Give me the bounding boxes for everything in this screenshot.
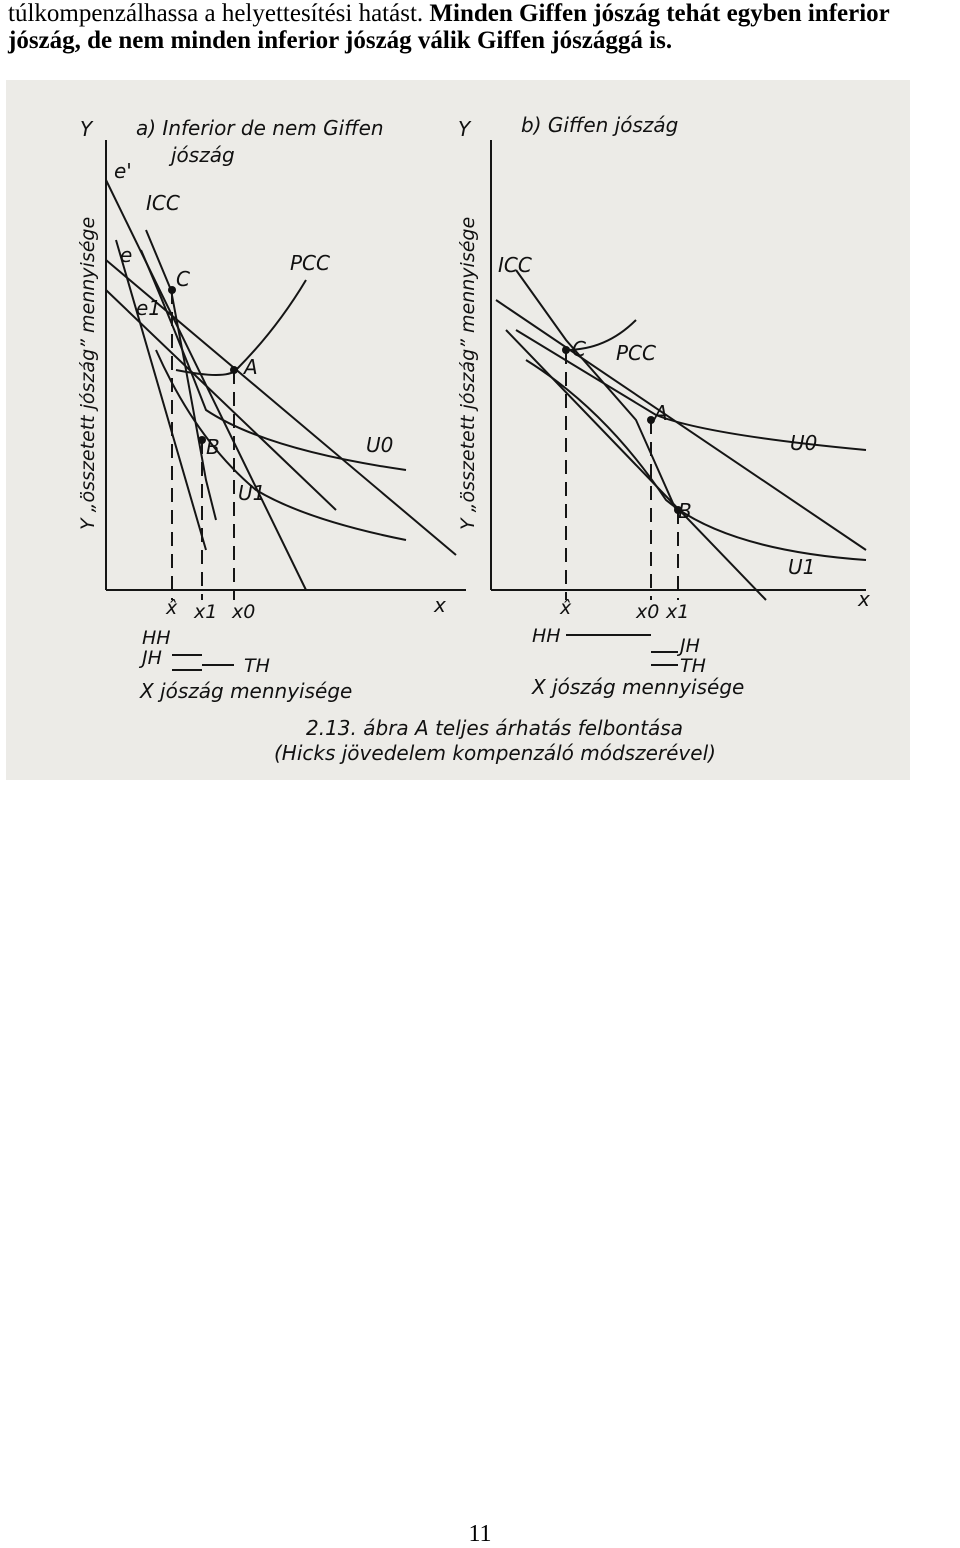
right-label-u1: U1 — [788, 555, 816, 579]
left-tick-x0: x0 — [232, 601, 256, 623]
left-effect-th: TH — [244, 655, 270, 677]
paragraph-line-1 — [8, 0, 952, 27]
right-label-pcc: PCC — [616, 341, 656, 365]
left-label-a: A — [244, 355, 258, 379]
left-y-axis-title: Y „összetett jószág” mennyisége — [77, 216, 99, 530]
right-label-u0: U0 — [790, 431, 818, 455]
figure-caption-line-2: (Hicks jövedelem kompenzáló módszerével) — [274, 741, 716, 765]
right-tick-xhat: x̂ — [560, 597, 572, 619]
left-panel-title: a) Inferior de nem Giffen — [136, 116, 384, 140]
figure-caption-line-1: 2.13. ábra A teljes árhatás felbontása — [306, 716, 683, 740]
left-effect-jh: JH — [142, 647, 162, 669]
left-effect-hh: HH — [142, 627, 171, 649]
left-label-e-prime: e' — [114, 159, 132, 183]
left-label-e1: e1 — [136, 296, 162, 320]
right-x-label: x — [858, 587, 870, 611]
paragraph-text-normal: túlkompenzálhassa a helyettesítési hatást. — [8, 0, 430, 27]
right-effect-jh: JH — [680, 635, 700, 657]
right-label-a: A — [654, 401, 668, 425]
right-effect-hh: HH — [532, 625, 561, 647]
right-label-b: B — [678, 499, 692, 523]
paragraph-text-bold: Minden Giffen jószág tehát egyben inferior — [429, 0, 890, 27]
left-label-u1: U1 — [238, 481, 266, 505]
left-label-e: e — [120, 243, 133, 267]
figure-drawing — [6, 80, 910, 780]
scanned-figure — [6, 80, 910, 780]
left-label-u0: U0 — [366, 433, 394, 457]
left-label-pcc: PCC — [290, 251, 330, 275]
left-x-label: x — [434, 593, 446, 617]
left-label-icc: ICC — [146, 191, 180, 215]
left-label-c: C — [176, 267, 190, 291]
left-tick-xhat: x̂ — [166, 597, 178, 619]
left-tick-x1: x1 — [194, 601, 218, 623]
paragraph-line-2: jószág, de nem minden inferior jószág válik Giffen jószággá is. — [8, 27, 673, 54]
right-y-axis-title: Y „összetett jószág” mennyisége — [457, 216, 479, 530]
page-number: 11 — [468, 1521, 492, 1547]
right-tick-x1: x1 — [666, 601, 690, 623]
right-label-icc: ICC — [498, 253, 532, 277]
right-effect-th: TH — [680, 655, 706, 677]
left-y-label: Y — [80, 117, 93, 141]
right-x-axis-title: X jószág mennyisége — [532, 675, 745, 699]
right-label-c: C — [572, 337, 586, 361]
left-panel-title-2: jószág — [171, 143, 235, 167]
left-x-axis-title: X jószág mennyisége — [140, 679, 353, 703]
right-y-label: Y — [458, 117, 471, 141]
body-paragraph — [8, 0, 952, 54]
right-tick-x0: x0 — [636, 601, 660, 623]
left-label-b: B — [206, 435, 220, 459]
right-panel-title: b) Giffen jószág — [521, 113, 679, 137]
